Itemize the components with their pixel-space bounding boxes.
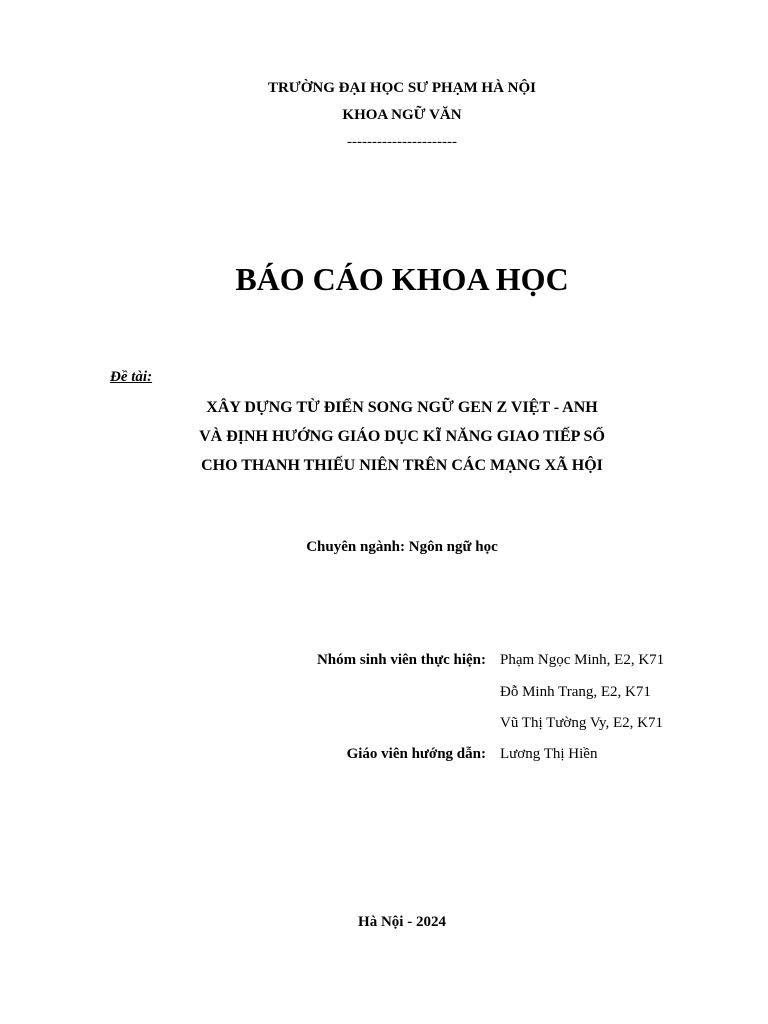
- university-name: TRƯỜNG ĐẠI HỌC SƯ PHẠM HÀ NỘI: [267, 80, 537, 96]
- topic-line-2: VÀ ĐỊNH HƯỚNG GIÁO DỤC KĨ NĂNG GIAO TIẾP SỐ: [199, 428, 605, 445]
- student-name-1: Phạm Ngọc Minh, E2, K71: [500, 652, 665, 668]
- major-label: Chuyên ngành: Ngôn ngữ học: [306, 539, 498, 555]
- topic-line-3: CHO THANH THIẾU NIÊN TRÊN CÁC MẠNG XÃ HỘI: [201, 457, 603, 474]
- advisor-label: Giáo viên hướng dẫn:: [346, 746, 486, 762]
- student-name-2: Đỗ Minh Trang, E2, K71: [500, 684, 651, 700]
- students-label: Nhóm sinh viên thực hiện:: [316, 652, 486, 668]
- advisor-name: Lương Thị Hiền: [500, 746, 598, 762]
- student-name-3: Vũ Thị Tường Vy, E2, K71: [500, 715, 664, 731]
- header-divider: ----------------------: [347, 134, 457, 150]
- topic-line-1: XÂY DỰNG TỪ ĐIỂN SONG NGỮ GEN Z VIỆT - ANH: [206, 399, 598, 416]
- report-title: BÁO CÁO KHOA HỌC: [235, 261, 569, 297]
- faculty-name: KHOA NGỮ VĂN: [342, 107, 462, 123]
- topic-label: Đề tài:: [110, 369, 153, 385]
- place-date: Hà Nội - 2024: [358, 914, 446, 930]
